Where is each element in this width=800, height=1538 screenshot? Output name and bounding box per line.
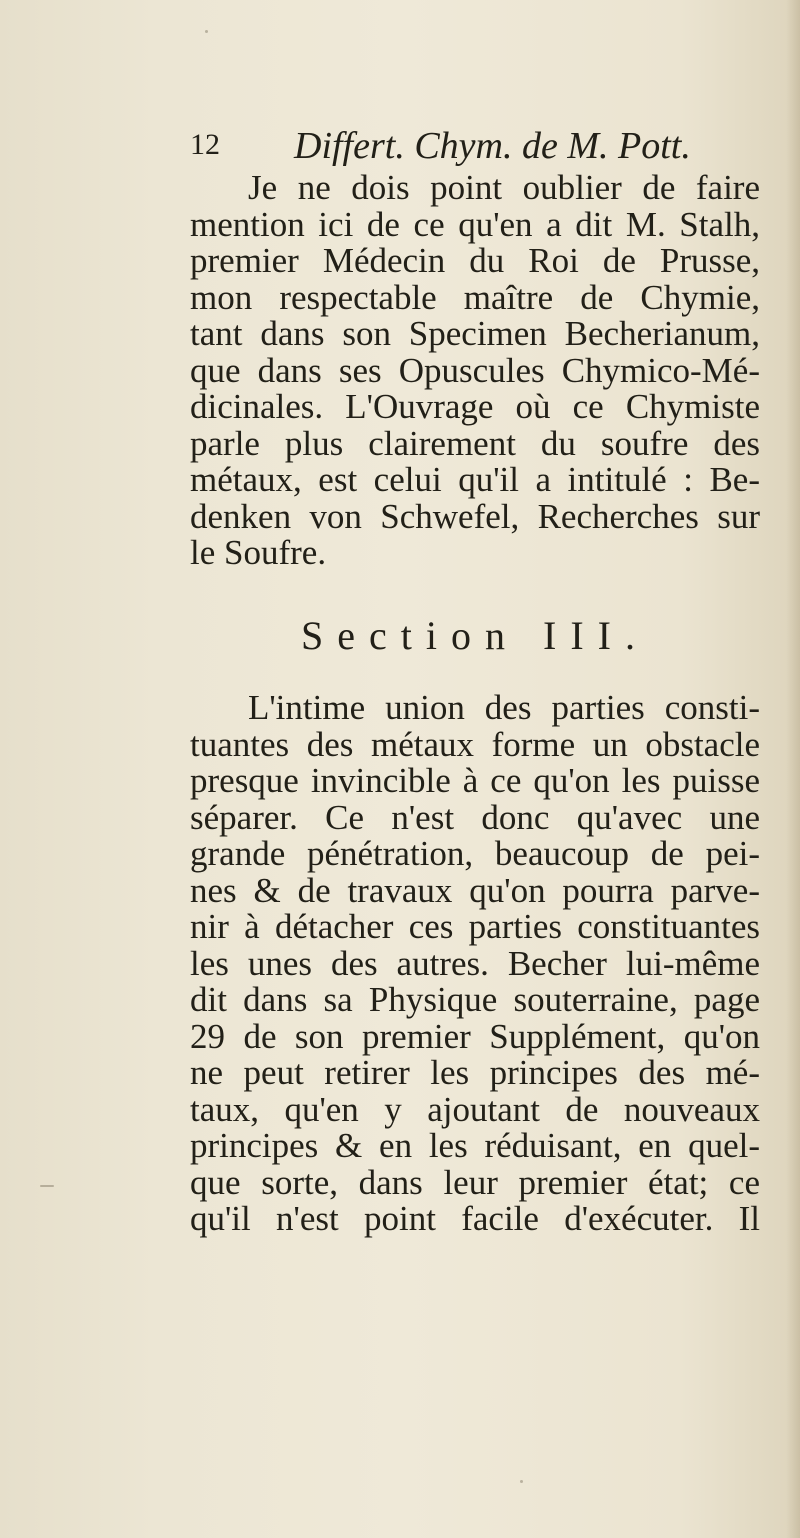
text-line: mon respectable maître de Chymie, [190,277,760,317]
text-line: qu'il n'est point facile d'exécuter. Il [190,1199,760,1238]
text-line: séparer. Ce n'est donc qu'avec une [190,797,760,837]
text-line: ne peut retirer les principes des mé- [190,1053,760,1092]
text-line: dicinales. L'Ouvrage où ce Chymiste [190,387,760,426]
text-line: parle plus clairement du soufre des [190,423,760,463]
text-line: que dans ses Opuscules Chymico-Mé- [190,350,760,390]
text-line: taux, qu'en y ajoutant de nouveaux [190,1089,760,1129]
text-line: métaux, est celui qu'il a intitulé : Be- [190,460,760,499]
text-line: les unes des autres. Becher lui-même [190,943,760,983]
text-line: presque invincible à ce qu'on les puisse [190,761,760,800]
text-line: premier Médecin du Roi de Prusse, [190,241,760,280]
text-line: mention ici de ce qu'en a dit M. Stalh, [190,204,760,244]
page-number: 12 [190,128,220,161]
paragraph-2 [190,690,760,1238]
paragraph-1 [190,170,760,572]
page-edge-shadow [786,0,800,1538]
page-header [190,125,750,172]
text-line: nes & de travaux qu'on pourra parve- [190,870,760,910]
text-line: nir à détacher ces parties constituantes [190,907,760,946]
section-heading: Section III. [301,613,649,658]
text-line: dit dans sa Physique souterraine, page [190,980,760,1019]
text-line: tuantes des métaux forme un obstacle [190,724,760,764]
text-line: Je ne dois point oublier de faire [248,168,760,207]
text-line: tant dans son Specimen Becherianum, [190,314,760,353]
running-head: Differt. Chym. de M. Pott. [294,125,691,167]
paper-speck [40,1185,54,1187]
text-line: principes & en les réduisant, en quel- [190,1126,760,1165]
paper-speck [205,30,208,33]
text-line: L'intime union des parties consti- [248,688,760,727]
text-line: denken von Schwefel, Recherches sur [190,496,760,536]
text-line: le Soufre. [190,533,327,572]
text-line: grande pénétration, beaucoup de pei- [190,834,760,873]
text-line: que sorte, dans leur premier état; ce [190,1162,760,1202]
text-line: 29 de son premier Supplément, qu'on [190,1016,760,1056]
paper-speck [520,1480,523,1483]
